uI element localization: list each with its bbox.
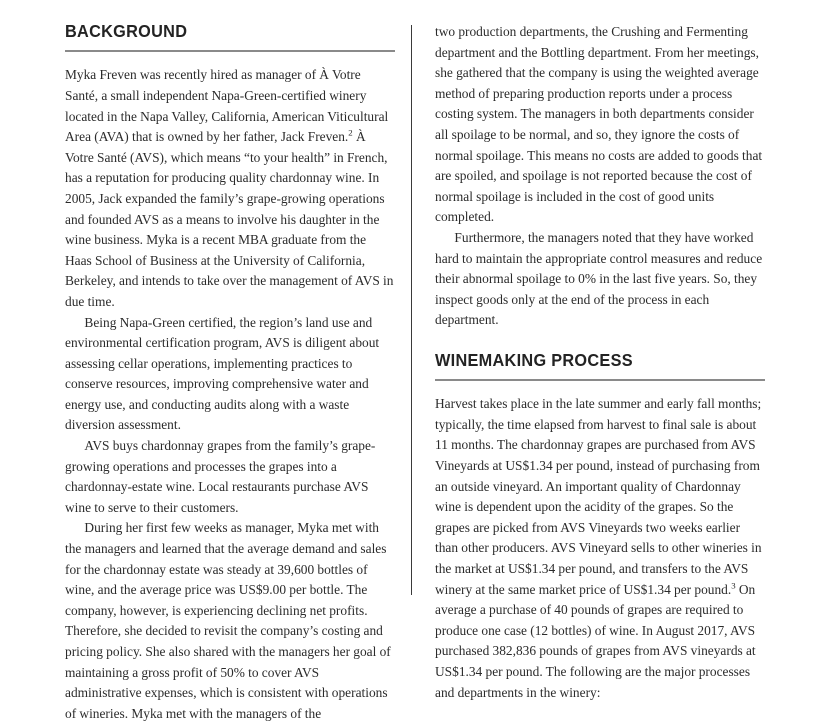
text-run: Harvest takes place in the late summer and early fall months; typically, the time elapsed from harvest to final sale is about 11 months. The chardonnay grapes are purchased from AVS Vineyards at US$1.34 per pound, instead of purchasing from an outside vineyard. An important quality of Chardonnay wine is dependent upon the acidity of the grapes. So the grapes are picked from AVS Vineyards two weeks earlier than other producers. AVS Vineyard sells to other wineries in the market at US$1.34 per pound, and transfers to the AVS winery at the same market price of US$1.34 per pound. — [435, 396, 762, 597]
footnote-marker[interactable]: 3 — [731, 580, 736, 591]
heading-spacer — [435, 331, 765, 351]
body-paragraph — [65, 65, 395, 312]
two-column-layout — [65, 21, 765, 721]
text-run: Myka Freven was recently hired as manager of À Votre Santé, a small independent Napa-Green-certified winery located in the Napa Valley, California, American Viticultural Area (AVA) that is owned by her father, Jack Freven. — [65, 67, 389, 145]
text-run: two production departments, the Crushing and Fermenting department and the Bottling department. From her meetings, she gathered that the company is using the weighted average method of preparing production reports under a process costing system. The managers in both departments consider all spoilage to be normal, and so, they ignore the costs of normal spoilage. This means no costs are added to goods that are spoiled, and spoilage is not reported because the cost of normal spoilage is included in the cost of good units completed. — [435, 24, 763, 225]
text-run: On average a purchase of 40 pounds of grapes are required to produce one case (12 bottles) of wine. In August 2017, AVS purchased 382,836 pounds of grapes from AVS vineyards at US$1.34 per pound. The following are the major processes and departments in the winery: — [435, 581, 756, 700]
body-paragraph — [435, 228, 765, 331]
heading-rule — [65, 50, 395, 52]
body-paragraph — [65, 436, 395, 518]
text-run: À Votre Santé (AVS), which means “to your health” in French, has a reputation for producing quality chardonnay wine. In 2005, Jack expanded the family’s grape-growing operations and founded AVS as a means to involve his daughter in the wine business. Myka is a recent MBA graduate from the Haas School of Business at the University of California, Berkeley, and intends to take over the management of AVS in due time. — [65, 129, 394, 309]
body-paragraph — [65, 518, 395, 724]
text-run: AVS buys chardonnay grapes from the family’s grape-growing operations and processes the grapes into a chardonnay-estate wine. Local restaurants purchase AVS wine to serve to their customers. — [65, 438, 376, 515]
body-paragraph — [65, 313, 395, 437]
section-heading: WINEMAKING PROCESS — [435, 349, 633, 370]
footnote-marker[interactable]: 2 — [348, 127, 353, 138]
text-run: Being Napa-Green certified, the region’s land use and environmental certification program, AVS is diligent about assessing cellar operations, implementing practices to conserve resources, improving comprehensive water and energy use, and conducting audits along with a waste diversion assessment. — [65, 314, 380, 433]
body-paragraph — [435, 394, 765, 703]
column-right — [435, 22, 765, 703]
heading-rule — [435, 379, 765, 381]
column-left — [65, 22, 395, 724]
text-run: During her first few weeks as manager, Myka met with the managers and learned that the average demand and sales for the chardonnay estate was steady at 39,600 bottles of wine, and the average price was US$9.00 per bottle. The company, however, is experiencing declining net profits. Therefore, she decided to revisit the company’s costing and pricing policy. She also shared with the managers her goal of maintaining a gross profit of 50% to cover AVS administrative expenses, which is consistent with operations of wineries. Myka met with the managers of the — [65, 520, 391, 721]
body-paragraph — [435, 22, 765, 228]
text-run: Furthermore, the managers noted that they have worked hard to maintain the appropriate control measures and reduce their abnormal spoilage to 0% in the last five years. So, they inspect goods only at the end of the process in each department. — [435, 229, 763, 328]
section-heading: BACKGROUND — [65, 21, 188, 41]
column-divider — [411, 25, 412, 595]
